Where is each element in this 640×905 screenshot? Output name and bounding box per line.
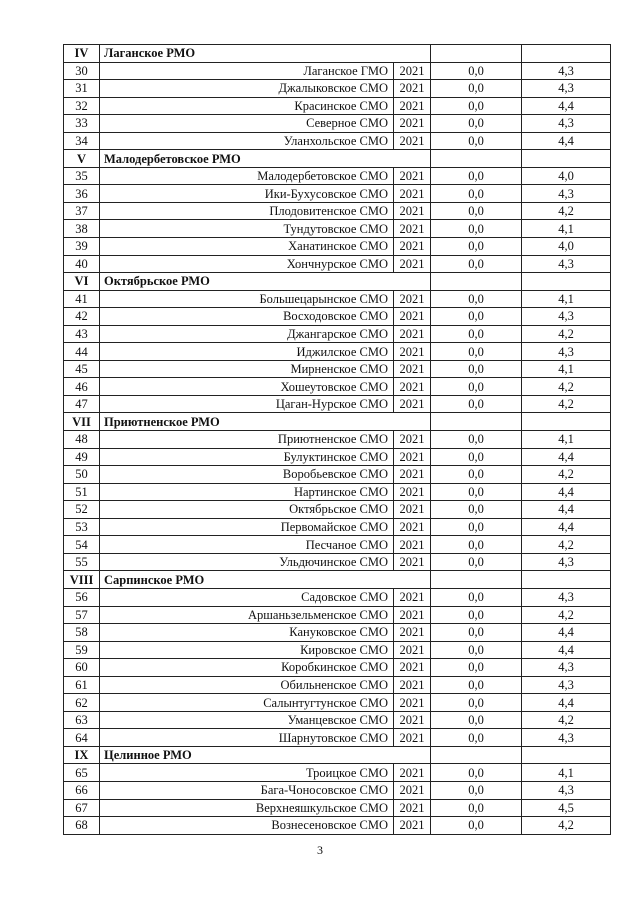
table-row bbox=[64, 220, 611, 238]
value-cell-2: 4,4 bbox=[522, 694, 611, 712]
value-cell-2: 4,2 bbox=[522, 395, 611, 413]
value-cell-2: 4,1 bbox=[522, 431, 611, 449]
value-cell-2: 4,2 bbox=[522, 202, 611, 220]
year-cell: 2021 bbox=[394, 729, 431, 747]
table-row bbox=[64, 115, 611, 133]
empty-cell bbox=[522, 45, 611, 63]
year-cell: 2021 bbox=[394, 448, 431, 466]
year-cell: 2021 bbox=[394, 62, 431, 80]
year-cell: 2021 bbox=[394, 378, 431, 396]
municipality-name: Малодербетовское СМО bbox=[100, 167, 394, 185]
municipality-name: Коробкинское СМО bbox=[100, 659, 394, 677]
row-number: 33 bbox=[64, 115, 100, 133]
row-number: 37 bbox=[64, 202, 100, 220]
year-cell: 2021 bbox=[394, 483, 431, 501]
value-cell-1: 0,0 bbox=[431, 325, 522, 343]
row-number: 59 bbox=[64, 641, 100, 659]
municipality-name: Ульдючинское СМО bbox=[100, 553, 394, 571]
empty-cell bbox=[522, 413, 611, 431]
year-cell: 2021 bbox=[394, 711, 431, 729]
municipality-name: Аршаньзельменское СМО bbox=[100, 606, 394, 624]
row-number: 67 bbox=[64, 799, 100, 817]
year-cell: 2021 bbox=[394, 167, 431, 185]
year-cell: 2021 bbox=[394, 764, 431, 782]
value-cell-1: 0,0 bbox=[431, 185, 522, 203]
value-cell-1: 0,0 bbox=[431, 764, 522, 782]
table-row bbox=[64, 711, 611, 729]
value-cell-2: 4,4 bbox=[522, 483, 611, 501]
value-cell-1: 0,0 bbox=[431, 694, 522, 712]
value-cell-1: 0,0 bbox=[431, 80, 522, 98]
municipality-name: Песчаное СМО bbox=[100, 536, 394, 554]
section-header-row bbox=[64, 571, 611, 589]
section-title: Целинное РМО bbox=[100, 746, 431, 764]
value-cell-1: 0,0 bbox=[431, 290, 522, 308]
year-cell: 2021 bbox=[394, 518, 431, 536]
value-cell-2: 4,2 bbox=[522, 536, 611, 554]
section-number: IX bbox=[64, 746, 100, 764]
empty-cell bbox=[431, 150, 522, 168]
table-row bbox=[64, 308, 611, 326]
table-row bbox=[64, 255, 611, 273]
section-title: Сарпинское РМО bbox=[100, 571, 431, 589]
value-cell-2: 4,3 bbox=[522, 343, 611, 361]
value-cell-2: 4,3 bbox=[522, 308, 611, 326]
row-number: 60 bbox=[64, 659, 100, 677]
value-cell-2: 4,1 bbox=[522, 290, 611, 308]
value-cell-1: 0,0 bbox=[431, 238, 522, 256]
section-header-row bbox=[64, 45, 611, 63]
row-number: 64 bbox=[64, 729, 100, 747]
value-cell-1: 0,0 bbox=[431, 659, 522, 677]
year-cell: 2021 bbox=[394, 553, 431, 571]
municipality-name: Верхнеяшкульское СМО bbox=[100, 799, 394, 817]
value-cell-1: 0,0 bbox=[431, 483, 522, 501]
row-number: 53 bbox=[64, 518, 100, 536]
year-cell: 2021 bbox=[394, 624, 431, 642]
value-cell-1: 0,0 bbox=[431, 536, 522, 554]
value-cell-2: 4,3 bbox=[522, 781, 611, 799]
year-cell: 2021 bbox=[394, 588, 431, 606]
municipality-name: Нартинское СМО bbox=[100, 483, 394, 501]
municipality-name: Восходовское СМО bbox=[100, 308, 394, 326]
table-row bbox=[64, 536, 611, 554]
value-cell-1: 0,0 bbox=[431, 115, 522, 133]
page-number: 3 bbox=[317, 843, 323, 857]
section-header-row bbox=[64, 413, 611, 431]
municipality-name: Северное СМО bbox=[100, 115, 394, 133]
municipality-name: Салынтугтунское СМО bbox=[100, 694, 394, 712]
municipality-name: Тундутовское СМО bbox=[100, 220, 394, 238]
table-row bbox=[64, 817, 611, 835]
empty-cell bbox=[431, 273, 522, 291]
year-cell: 2021 bbox=[394, 817, 431, 835]
municipality-name: Кануковское СМО bbox=[100, 624, 394, 642]
table-row bbox=[64, 80, 611, 98]
municipality-name: Плодовитенское СМО bbox=[100, 202, 394, 220]
municipality-name: Цаган-Нурское СМО bbox=[100, 395, 394, 413]
value-cell-1: 0,0 bbox=[431, 220, 522, 238]
year-cell: 2021 bbox=[394, 676, 431, 694]
year-cell: 2021 bbox=[394, 132, 431, 150]
row-number: 32 bbox=[64, 97, 100, 115]
year-cell: 2021 bbox=[394, 220, 431, 238]
table-row bbox=[64, 641, 611, 659]
value-cell-2: 4,1 bbox=[522, 360, 611, 378]
table-row bbox=[64, 325, 611, 343]
section-header-row bbox=[64, 746, 611, 764]
empty-cell bbox=[431, 45, 522, 63]
value-cell-2: 4,2 bbox=[522, 817, 611, 835]
row-number: 43 bbox=[64, 325, 100, 343]
row-number: 51 bbox=[64, 483, 100, 501]
value-cell-1: 0,0 bbox=[431, 395, 522, 413]
empty-cell bbox=[522, 571, 611, 589]
empty-cell bbox=[431, 571, 522, 589]
value-cell-2: 4,3 bbox=[522, 588, 611, 606]
municipality-name: Иджилское СМО bbox=[100, 343, 394, 361]
section-number: VI bbox=[64, 273, 100, 291]
row-number: 57 bbox=[64, 606, 100, 624]
year-cell: 2021 bbox=[394, 781, 431, 799]
row-number: 49 bbox=[64, 448, 100, 466]
municipality-name: Джалыковское СМО bbox=[100, 80, 394, 98]
value-cell-2: 4,3 bbox=[522, 676, 611, 694]
value-cell-2: 4,4 bbox=[522, 501, 611, 519]
value-cell-1: 0,0 bbox=[431, 62, 522, 80]
year-cell: 2021 bbox=[394, 290, 431, 308]
table-row bbox=[64, 501, 611, 519]
year-cell: 2021 bbox=[394, 799, 431, 817]
value-cell-2: 4,3 bbox=[522, 80, 611, 98]
year-cell: 2021 bbox=[394, 641, 431, 659]
year-cell: 2021 bbox=[394, 308, 431, 326]
row-number: 44 bbox=[64, 343, 100, 361]
value-cell-2: 4,2 bbox=[522, 325, 611, 343]
table-row bbox=[64, 694, 611, 712]
value-cell-1: 0,0 bbox=[431, 588, 522, 606]
value-cell-1: 0,0 bbox=[431, 729, 522, 747]
municipalities-table bbox=[63, 44, 611, 835]
value-cell-2: 4,3 bbox=[522, 255, 611, 273]
section-title: Лаганское РМО bbox=[100, 45, 431, 63]
row-number: 46 bbox=[64, 378, 100, 396]
table-row bbox=[64, 799, 611, 817]
municipality-name: Приютненское СМО bbox=[100, 431, 394, 449]
value-cell-2: 4,0 bbox=[522, 167, 611, 185]
value-cell-1: 0,0 bbox=[431, 501, 522, 519]
value-cell-1: 0,0 bbox=[431, 624, 522, 642]
year-cell: 2021 bbox=[394, 659, 431, 677]
row-number: 56 bbox=[64, 588, 100, 606]
section-number: V bbox=[64, 150, 100, 168]
value-cell-1: 0,0 bbox=[431, 431, 522, 449]
table-row bbox=[64, 132, 611, 150]
table-row bbox=[64, 167, 611, 185]
row-number: 61 bbox=[64, 676, 100, 694]
municipality-name: Садовское СМО bbox=[100, 588, 394, 606]
value-cell-2: 4,3 bbox=[522, 62, 611, 80]
municipality-name: Хончнурское СМО bbox=[100, 255, 394, 273]
value-cell-2: 4,1 bbox=[522, 220, 611, 238]
municipality-name: Троицкое СМО bbox=[100, 764, 394, 782]
value-cell-2: 4,2 bbox=[522, 711, 611, 729]
table-row bbox=[64, 238, 611, 256]
municipality-name: Первомайское СМО bbox=[100, 518, 394, 536]
empty-cell bbox=[522, 746, 611, 764]
table-row bbox=[64, 395, 611, 413]
value-cell-2: 4,5 bbox=[522, 799, 611, 817]
municipality-name: Большецарынское СМО bbox=[100, 290, 394, 308]
section-number: IV bbox=[64, 45, 100, 63]
year-cell: 2021 bbox=[394, 238, 431, 256]
municipality-name: Хошеутовское СМО bbox=[100, 378, 394, 396]
value-cell-1: 0,0 bbox=[431, 817, 522, 835]
value-cell-1: 0,0 bbox=[431, 711, 522, 729]
year-cell: 2021 bbox=[394, 255, 431, 273]
table-row bbox=[64, 676, 611, 694]
year-cell: 2021 bbox=[394, 431, 431, 449]
municipality-name: Джангарское СМО bbox=[100, 325, 394, 343]
municipality-name: Ики-Бухусовское СМО bbox=[100, 185, 394, 203]
table-row bbox=[64, 729, 611, 747]
table-row bbox=[64, 290, 611, 308]
row-number: 50 bbox=[64, 466, 100, 484]
value-cell-1: 0,0 bbox=[431, 606, 522, 624]
row-number: 40 bbox=[64, 255, 100, 273]
year-cell: 2021 bbox=[394, 606, 431, 624]
municipality-name: Уманцевское СМО bbox=[100, 711, 394, 729]
value-cell-2: 4,2 bbox=[522, 606, 611, 624]
value-cell-2: 4,4 bbox=[522, 132, 611, 150]
table-row bbox=[64, 518, 611, 536]
empty-cell bbox=[431, 413, 522, 431]
row-number: 31 bbox=[64, 80, 100, 98]
value-cell-1: 0,0 bbox=[431, 343, 522, 361]
value-cell-1: 0,0 bbox=[431, 202, 522, 220]
table-row bbox=[64, 431, 611, 449]
value-cell-2: 4,3 bbox=[522, 185, 611, 203]
row-number: 42 bbox=[64, 308, 100, 326]
row-number: 62 bbox=[64, 694, 100, 712]
empty-cell bbox=[431, 746, 522, 764]
value-cell-2: 4,1 bbox=[522, 764, 611, 782]
year-cell: 2021 bbox=[394, 694, 431, 712]
table-row bbox=[64, 343, 611, 361]
year-cell: 2021 bbox=[394, 536, 431, 554]
row-number: 52 bbox=[64, 501, 100, 519]
table-row bbox=[64, 764, 611, 782]
table-row bbox=[64, 588, 611, 606]
year-cell: 2021 bbox=[394, 360, 431, 378]
section-title: Малодербетовское РМО bbox=[100, 150, 431, 168]
row-number: 58 bbox=[64, 624, 100, 642]
row-number: 39 bbox=[64, 238, 100, 256]
municipality-name: Лаганское ГМО bbox=[100, 62, 394, 80]
value-cell-2: 4,3 bbox=[522, 553, 611, 571]
table-row bbox=[64, 553, 611, 571]
value-cell-1: 0,0 bbox=[431, 553, 522, 571]
value-cell-2: 4,3 bbox=[522, 115, 611, 133]
value-cell-1: 0,0 bbox=[431, 360, 522, 378]
row-number: 66 bbox=[64, 781, 100, 799]
year-cell: 2021 bbox=[394, 185, 431, 203]
value-cell-1: 0,0 bbox=[431, 132, 522, 150]
empty-cell bbox=[522, 273, 611, 291]
row-number: 65 bbox=[64, 764, 100, 782]
year-cell: 2021 bbox=[394, 501, 431, 519]
row-number: 48 bbox=[64, 431, 100, 449]
value-cell-2: 4,4 bbox=[522, 518, 611, 536]
table-row bbox=[64, 466, 611, 484]
value-cell-1: 0,0 bbox=[431, 466, 522, 484]
value-cell-1: 0,0 bbox=[431, 448, 522, 466]
section-number: VII bbox=[64, 413, 100, 431]
row-number: 55 bbox=[64, 553, 100, 571]
value-cell-1: 0,0 bbox=[431, 308, 522, 326]
value-cell-2: 4,3 bbox=[522, 659, 611, 677]
municipality-name: Красинское СМО bbox=[100, 97, 394, 115]
table-row bbox=[64, 202, 611, 220]
section-number: VIII bbox=[64, 571, 100, 589]
table-row bbox=[64, 448, 611, 466]
row-number: 68 bbox=[64, 817, 100, 835]
value-cell-1: 0,0 bbox=[431, 676, 522, 694]
municipality-name: Вознесеновское СМО bbox=[100, 817, 394, 835]
value-cell-1: 0,0 bbox=[431, 781, 522, 799]
row-number: 47 bbox=[64, 395, 100, 413]
table-row bbox=[64, 606, 611, 624]
table-row bbox=[64, 624, 611, 642]
year-cell: 2021 bbox=[394, 80, 431, 98]
value-cell-2: 4,4 bbox=[522, 448, 611, 466]
value-cell-2: 4,4 bbox=[522, 97, 611, 115]
table-row bbox=[64, 185, 611, 203]
value-cell-2: 4,2 bbox=[522, 466, 611, 484]
year-cell: 2021 bbox=[394, 343, 431, 361]
year-cell: 2021 bbox=[394, 466, 431, 484]
table-row bbox=[64, 781, 611, 799]
empty-cell bbox=[522, 150, 611, 168]
year-cell: 2021 bbox=[394, 395, 431, 413]
value-cell-1: 0,0 bbox=[431, 255, 522, 273]
table-row bbox=[64, 483, 611, 501]
row-number: 54 bbox=[64, 536, 100, 554]
year-cell: 2021 bbox=[394, 202, 431, 220]
value-cell-2: 4,4 bbox=[522, 624, 611, 642]
value-cell-1: 0,0 bbox=[431, 97, 522, 115]
row-number: 35 bbox=[64, 167, 100, 185]
year-cell: 2021 bbox=[394, 97, 431, 115]
row-number: 34 bbox=[64, 132, 100, 150]
section-header-row bbox=[64, 273, 611, 291]
municipality-name: Ханатинское СМО bbox=[100, 238, 394, 256]
municipality-name: Обильненское СМО bbox=[100, 676, 394, 694]
value-cell-2: 4,2 bbox=[522, 378, 611, 396]
municipality-name: Кировское СМО bbox=[100, 641, 394, 659]
row-number: 36 bbox=[64, 185, 100, 203]
municipality-name: Булуктинское СМО bbox=[100, 448, 394, 466]
row-number: 38 bbox=[64, 220, 100, 238]
municipality-name: Шарнутовское СМО bbox=[100, 729, 394, 747]
value-cell-1: 0,0 bbox=[431, 799, 522, 817]
table-row bbox=[64, 97, 611, 115]
value-cell-1: 0,0 bbox=[431, 167, 522, 185]
section-header-row bbox=[64, 150, 611, 168]
table-row bbox=[64, 62, 611, 80]
value-cell-1: 0,0 bbox=[431, 641, 522, 659]
value-cell-2: 4,4 bbox=[522, 641, 611, 659]
value-cell-2: 4,0 bbox=[522, 238, 611, 256]
row-number: 41 bbox=[64, 290, 100, 308]
table-body bbox=[64, 45, 611, 835]
table-row bbox=[64, 360, 611, 378]
value-cell-1: 0,0 bbox=[431, 378, 522, 396]
municipality-name: Бага-Чоносовское СМО bbox=[100, 781, 394, 799]
row-number: 63 bbox=[64, 711, 100, 729]
year-cell: 2021 bbox=[394, 325, 431, 343]
row-number: 30 bbox=[64, 62, 100, 80]
municipality-name: Мирненское СМО bbox=[100, 360, 394, 378]
municipality-name: Воробьевское СМО bbox=[100, 466, 394, 484]
value-cell-2: 4,3 bbox=[522, 729, 611, 747]
table-row bbox=[64, 659, 611, 677]
row-number: 45 bbox=[64, 360, 100, 378]
value-cell-1: 0,0 bbox=[431, 518, 522, 536]
year-cell: 2021 bbox=[394, 115, 431, 133]
municipality-name: Октябрьское СМО bbox=[100, 501, 394, 519]
section-title: Приютненское РМО bbox=[100, 413, 431, 431]
municipality-name: Уланхольское СМО bbox=[100, 132, 394, 150]
table-row bbox=[64, 378, 611, 396]
section-title: Октябрьское РМО bbox=[100, 273, 431, 291]
